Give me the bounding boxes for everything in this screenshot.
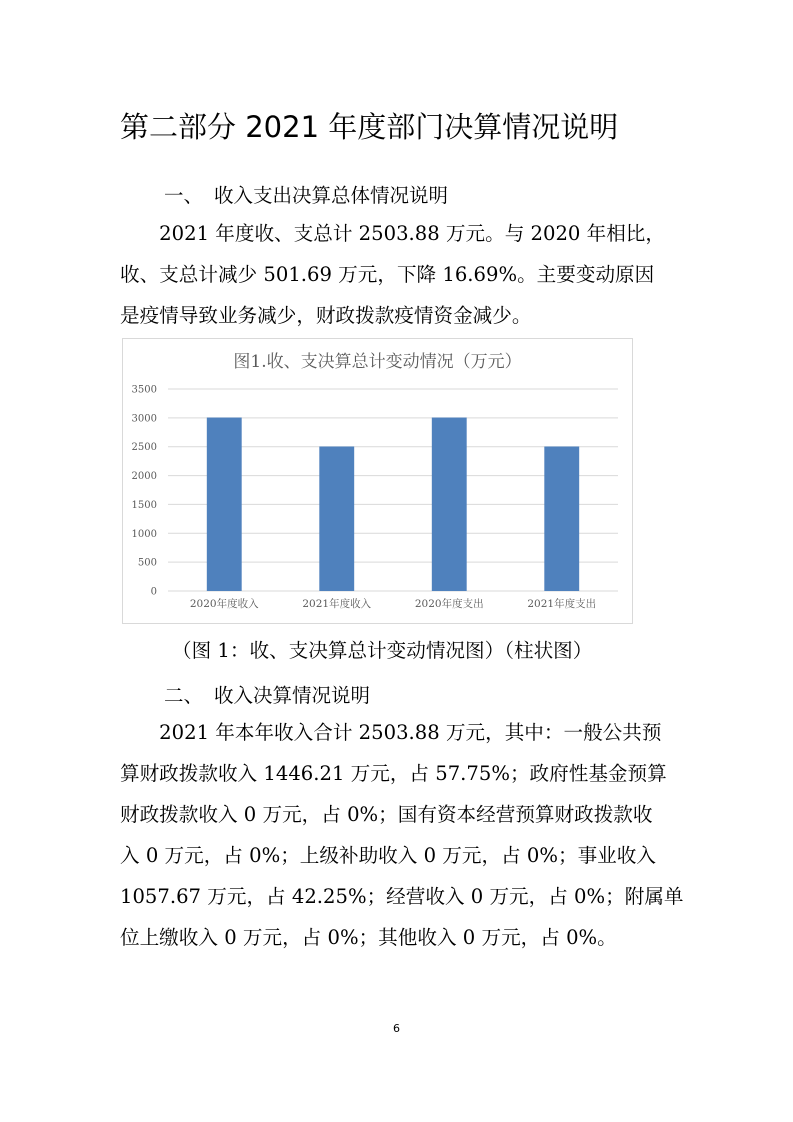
x-tick-label: 2021年度支出 <box>527 598 597 610</box>
y-tick-label: 1000 <box>131 528 157 540</box>
page-number: 6 <box>393 1022 400 1035</box>
section2-paragraph <box>120 712 684 958</box>
section2-line: 算财政拨款收入 1446.21 万元，占 57.75%；政府性基金预算 <box>120 762 667 785</box>
x-tick-label: 2020年度收入 <box>189 598 259 610</box>
bar <box>432 418 467 591</box>
section1-heading <box>164 180 448 208</box>
section1-number: 一、 <box>164 184 204 207</box>
y-tick-label: 1500 <box>131 499 157 511</box>
y-tick-label: 0 <box>150 586 157 598</box>
page-title: 第二部分 2021 年度部门决算情况说明 <box>120 110 619 144</box>
y-tick-label: 3500 <box>131 384 157 396</box>
bar <box>544 446 579 591</box>
bar <box>319 446 354 591</box>
section2-line: 2021 年本年收入合计 2503.88 万元，其中：一般公共预 <box>120 721 662 744</box>
section2-number: 二、 <box>164 684 204 707</box>
section2-heading <box>164 680 370 708</box>
bar <box>207 418 242 591</box>
y-tick-label: 3000 <box>131 413 157 425</box>
y-tick-label: 2500 <box>131 442 157 454</box>
y-tick-label: 2000 <box>131 471 157 483</box>
section1-line: 收、支总计减少 501.69 万元，下降 16.69%。主要变动原因 <box>120 263 655 286</box>
section2-line: 1057.67 万元，占 42.25%；经营收入 0 万元，占 0%；附属单 <box>120 885 684 908</box>
section1-paragraph <box>120 213 676 336</box>
section2-line: 财政拨款收入 0 万元，占 0%；国有资本经营预算财政拨款收 <box>120 803 653 826</box>
x-tick-label: 2020年度支出 <box>414 598 484 610</box>
chart-frame <box>122 338 633 624</box>
chart-title: 图1.收、支决算总计变动情况（万元） <box>233 352 522 372</box>
section2-heading-text: 收入决算情况说明 <box>214 684 371 707</box>
figure-caption: （图 1：收、支决算总计变动情况图）（柱状图） <box>172 639 593 662</box>
section1-heading-text: 收入支出决算总体情况说明 <box>214 184 449 207</box>
y-tick-label: 500 <box>137 557 157 569</box>
section2-line: 入 0 万元，占 0%；上级补助收入 0 万元，占 0%；事业收入 <box>120 844 656 867</box>
section1-line: 2021 年度收、支总计 2503.88 万元。与 2020 年相比， <box>120 222 665 245</box>
x-tick-label: 2021年度收入 <box>302 598 372 610</box>
section1-line: 是疫情导致业务减少，财政拨款疫情资金减少。 <box>120 304 532 327</box>
bar-chart <box>123 339 632 623</box>
section2-line: 位上缴收入 0 万元，占 0%；其他收入 0 万元，占 0%。 <box>120 926 617 949</box>
